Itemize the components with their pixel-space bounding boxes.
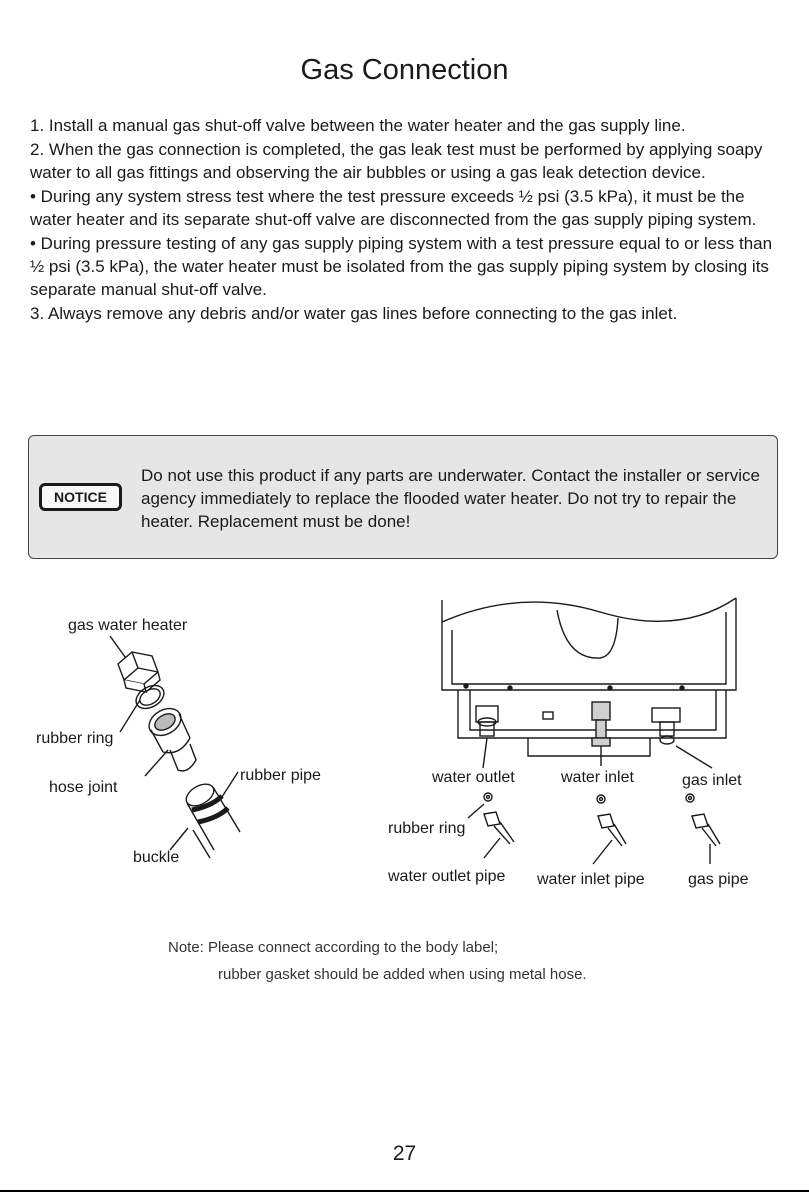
notice-badge: NOTICE xyxy=(39,483,122,511)
label-gas-inlet: gas inlet xyxy=(682,772,742,789)
instruction-1: 1. Install a manual gas shut-off valve between the water heater and the gas supply line. xyxy=(30,116,686,135)
notice-text: Do not use this product if any parts are underwater. Contact the installer or service agency immediately to replace the flooded water heater. Do not try to repair the heater. Replacement must be done! xyxy=(141,466,760,531)
instruction-2: 2. When the gas connection is completed, the gas leak test must be performed by applying soapy water to all gas fittings and observing the air bubbles or using a gas leak detection device. xyxy=(30,140,763,182)
label-water-outlet-pipe: water outlet pipe xyxy=(388,868,506,885)
label-buckle: buckle xyxy=(133,849,180,866)
rubber-pipe-icon xyxy=(183,780,240,850)
note xyxy=(168,934,587,988)
instructions xyxy=(30,114,780,326)
notice-box xyxy=(28,435,778,559)
label-water-outlet: water outlet xyxy=(432,769,515,786)
label-rubber-ring-right: rubber ring xyxy=(388,820,466,837)
label-gas-water-heater: gas water heater xyxy=(68,617,188,634)
rubber-ring-small-icon xyxy=(484,793,492,801)
note-line-1: Note: Please connect according to the body label; xyxy=(168,939,499,956)
label-water-inlet-pipe: water inlet pipe xyxy=(537,871,645,888)
connection-diagram xyxy=(0,580,809,910)
gas-pipe-icon xyxy=(692,814,720,846)
label-rubber-pipe: rubber pipe xyxy=(240,767,321,784)
label-water-inlet: water inlet xyxy=(561,769,634,786)
label-rubber-ring-left: rubber ring xyxy=(36,730,114,747)
page-title: Gas Connection xyxy=(300,54,509,86)
instruction-bullet-2: • During pressure testing of any gas supply piping system with a test pressure equal to or less than ½ psi (3.5 kPa), the water heater must be isolated from the gas supply piping system by closing its separate manual shut-off valve. xyxy=(30,234,773,299)
water-inlet-fitting-icon xyxy=(592,702,610,746)
water-inlet-pipe-icon xyxy=(598,814,626,846)
note-line-2: rubber gasket should be added when using metal hose. xyxy=(218,966,587,983)
instruction-bullet-1: • During any system stress test where the test pressure exceeds ½ psi (3.5 kPa), it must be the water heater and its separate shut-off valve are disconnected from the gas supply piping system. xyxy=(30,187,757,229)
page-number: 27 xyxy=(392,1142,417,1165)
water-outlet-fitting-icon xyxy=(476,706,498,736)
label-gas-pipe: gas pipe xyxy=(688,871,749,888)
hose-joint-icon xyxy=(144,703,196,771)
heater-body-outline xyxy=(442,598,736,690)
left-exploded-diagram xyxy=(110,636,240,858)
label-hose-joint: hose joint xyxy=(49,779,118,796)
instruction-3: 3. Always remove any debris and/or water gas lines before connecting to the gas inlet. xyxy=(30,304,678,323)
right-heater-diagram xyxy=(442,598,736,864)
